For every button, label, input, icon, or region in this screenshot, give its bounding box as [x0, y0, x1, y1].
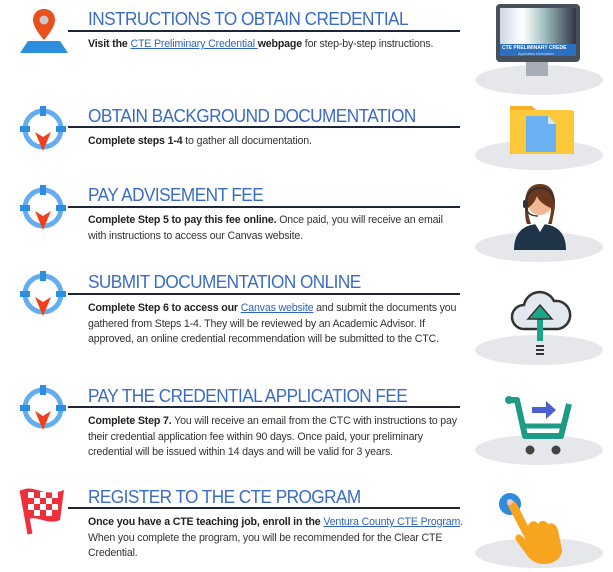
target-icon: [18, 183, 68, 233]
step-description: Once you have a CTE teaching job, enroll in the Ventura County CTE Program. When you complete the program, you will be recommended for the Clear CTE Credential.: [88, 516, 463, 559]
target-icon: [18, 104, 68, 154]
step-title: SUBMIT DOCUMENTATION ONLINE: [88, 271, 361, 292]
step-title: PAY ADVISEMENT FEE: [88, 184, 264, 205]
divider: [68, 126, 460, 128]
cloud-upload-icon: [508, 285, 572, 357]
step-description: Complete steps 1-4 to gather all documentation.: [88, 135, 312, 147]
target-icon: [18, 383, 68, 433]
monitor-icon: CTE PRELIMINARY CREDE Application Instructions: [496, 4, 580, 62]
divider: [68, 406, 460, 408]
step-description: Complete Step 5 to pay this fee online. Once paid, you will receive an email with instructions to access our Canvas website.: [88, 214, 443, 242]
divider: [68, 30, 460, 32]
target-icon: [18, 269, 68, 319]
map-pin-icon: [18, 5, 70, 57]
canvas-website-link[interactable]: Canvas website: [240, 302, 314, 314]
pointing-hand-icon: [496, 488, 576, 568]
folder-icon: [508, 100, 576, 156]
shopping-cart-icon: [504, 390, 574, 458]
step-title: REGISTER TO THE CTE PROGRAM: [88, 486, 361, 507]
checkered-flag-icon: [18, 484, 70, 540]
cte-preliminary-credential-link[interactable]: CTE Preliminary Credential: [130, 38, 258, 50]
divider: [68, 507, 460, 509]
ventura-county-cte-program-link[interactable]: Ventura County CTE Program: [323, 516, 461, 528]
step-description: Complete Step 7. You will receive an email from the CTC with instructions to pay their credential application fee within 90 days. Once paid, your preliminary credential will be issued within 14 days and will be valid for 3 years.: [88, 415, 457, 458]
step-description: Visit the CTE Preliminary Credential webpage for step-by-step instructions.: [88, 38, 434, 50]
step-description: Complete Step 6 to access our Canvas website and submit the documents you gathered from Steps 1-4. They will be reviewed by an Academic Advisor. If approved, an online credential recommendation will be submitted to the CTC.: [88, 302, 457, 345]
divider: [68, 206, 460, 208]
divider: [68, 293, 460, 295]
support-agent-icon: [508, 176, 572, 250]
step-title: PAY THE CREDENTIAL APPLICATION FEE: [88, 385, 408, 406]
step-title: OBTAIN BACKGROUND DOCUMENTATION: [88, 105, 416, 126]
step-title: INSTRUCTIONS TO OBTAIN CREDENTIAL: [88, 8, 408, 29]
